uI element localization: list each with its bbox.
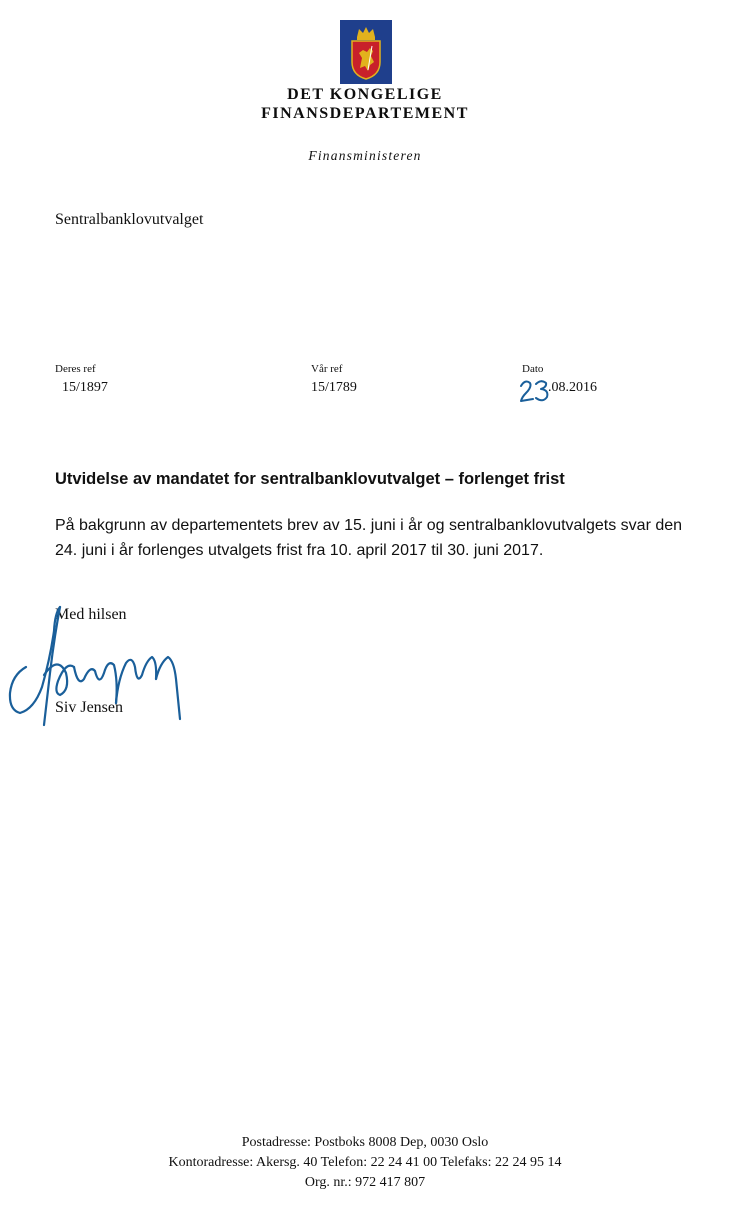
footer-org-number: Org. nr.: 972 417 807 <box>304 1175 426 1190</box>
handwritten-signature <box>0 595 190 735</box>
sender-title: Finansministeren <box>308 148 422 163</box>
var-ref-value: 15/1789 <box>311 380 357 395</box>
letter-subject: Utvidelse av mandatet for sentralbanklovutvalget – forlenget frist <box>55 470 565 488</box>
signer-name: Siv Jensen <box>55 699 123 716</box>
handwritten-day <box>518 377 552 405</box>
coat-of-arms-icon <box>340 20 392 84</box>
footer-postal-address: Postadresse: Postboks 8008 Dep, 0030 Oslo <box>241 1135 489 1150</box>
footer-office-address: Kontoradresse: Akersg. 40 Telefon: 22 24 41 00 Telefaks: 22 24 95 14 <box>168 1155 562 1170</box>
letter-footer <box>0 1133 730 1193</box>
deres-ref-value: 15/1897 <box>62 380 108 395</box>
body-line-2: 24. juni i år forlenges utvalgets frist fra 10. april 2017 til 30. juni 2017. <box>55 542 544 559</box>
department-name-line-2: FINANSDEPARTEMENT <box>261 105 469 122</box>
closing-greeting: Med hilsen <box>55 606 127 623</box>
body-line-1: På bakgrunn av departementets brev av 15. juni i år og sentralbanklovutvalgets svar den <box>55 517 683 534</box>
department-name-line-1: DET KONGELIGE <box>287 86 443 103</box>
letter-body <box>55 513 730 563</box>
deres-ref-label: Deres ref <box>55 363 96 375</box>
dato-value: .08.2016 <box>548 380 597 395</box>
var-ref-label: Vår ref <box>311 363 343 375</box>
addressee: Sentralbanklovutvalget <box>55 211 204 228</box>
dato-label: Dato <box>522 363 544 375</box>
